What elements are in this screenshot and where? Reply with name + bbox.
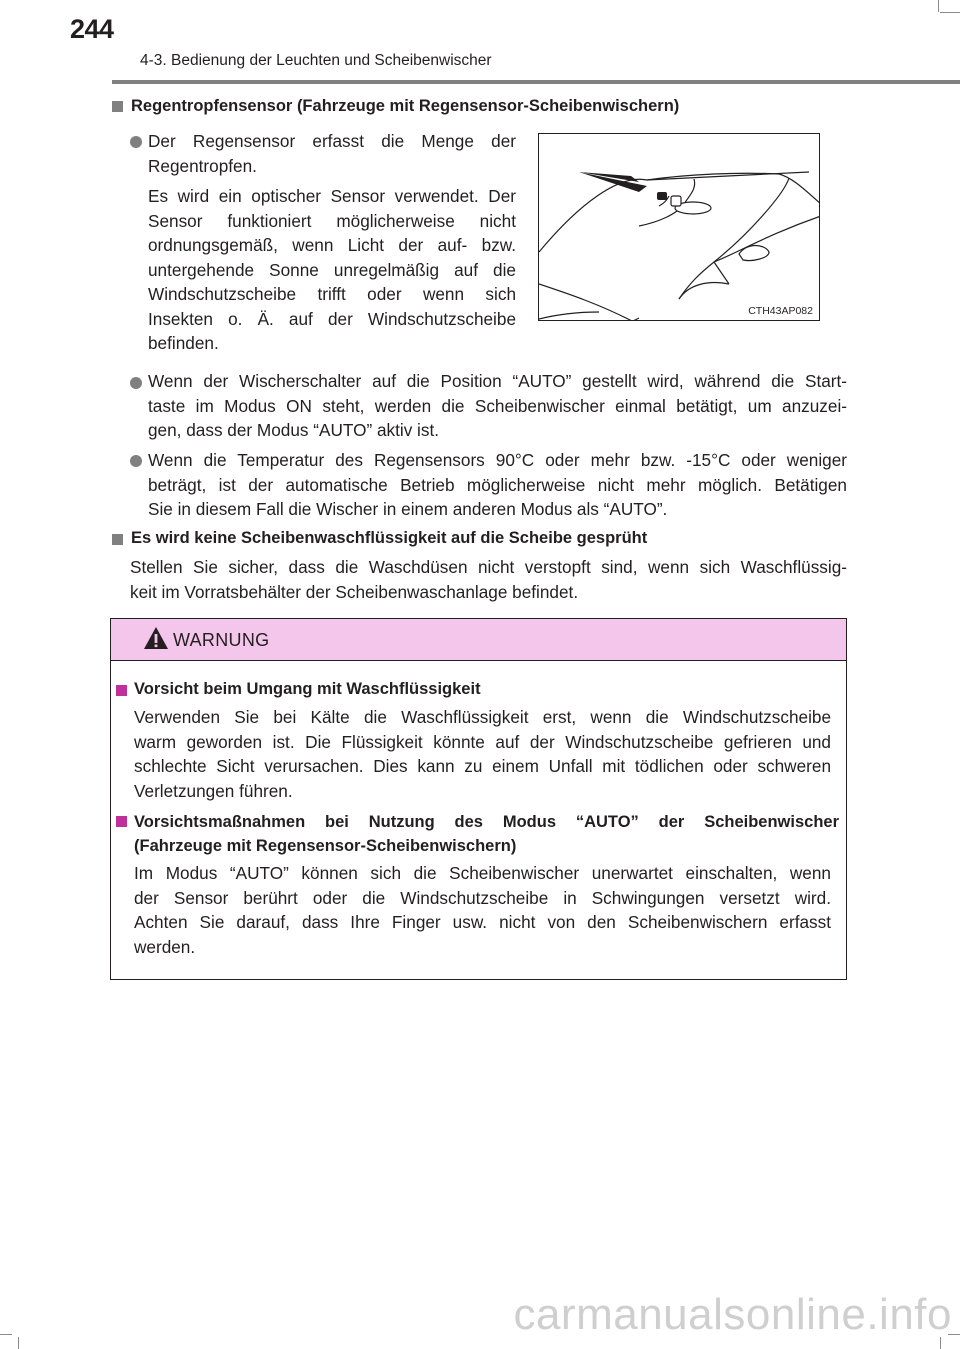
square-bullet-icon [112,101,123,112]
body-line: Im Modus “AUTO” können sich die Scheibenwischer unerwartet einschalten, wenn [134,863,831,883]
section-body [130,555,847,604]
body-line: werden. [134,936,196,957]
crop-mark [940,12,960,13]
square-bullet-icon [112,534,123,545]
section-heading: Regentropfensensor (Fahrzeuge mit Regensensor-Scheibenwischern) [131,97,680,115]
body-line: der Sensor berührt oder die Windschutzscheibe in Schwingungen versetzt wird. [134,887,831,908]
crop-mark [0,1334,12,1335]
bullet-line: Wenn die Temperatur des Regensensors 90°C oder mehr bzw. -15°C oder weniger [148,450,847,470]
round-bullet-icon [130,136,142,148]
warning-item-body [134,861,831,959]
heading-line: (Fahrzeuge mit Regensensor-Scheibenwischern) [134,837,517,855]
bullet-line: taste im Modus ON steht, werden die Scheibenwischer einmal betätigt, um anzuzei- [148,395,847,416]
warning-box [110,618,847,980]
heading-line: Vorsichtsmaßnahmen bei Nutzung des Modus “AUTO” der Scheibenwischer [134,813,839,831]
section-heading: Es wird keine Scheibenwaschflüssigkeit auf die Scheibe gesprüht [131,529,648,547]
warning-item-heading [134,810,839,858]
bullet-text [148,448,847,522]
warning-triangle-icon [143,625,169,651]
body-line: Stellen Sie sicher, dass die Waschdüsen nicht verstopft sind, wenn sich Waschflüssig- [130,557,847,577]
watermark: carmanualsonline.info [513,1290,952,1339]
figure-code: CTH43AP082 [748,305,813,317]
page-number: 244 [70,14,114,44]
warning-title: WARNUNG [173,630,270,650]
bullet-line: Wenn der Wischerschalter auf die Position “AUTO” gestellt wird, während die Start- [148,371,847,391]
bullet-line: beträgt, ist der automatische Betrieb möglicherweise nicht mehr möglich. Betätigen [148,474,847,495]
header-rule [112,80,960,84]
warning-header [111,619,846,661]
bullet-line: Sie in diesem Fall die Wischer in einem anderen Modus als “AUTO”. [148,499,668,519]
bullet-text [148,129,516,178]
bullet-line: gen, dass der Modus “AUTO” aktiv ist. [148,420,440,440]
body-line: Windschutzscheibe trifft oder wenn sich [148,284,516,304]
round-bullet-icon [130,377,142,389]
body-line: Achten Sie darauf, dass Ihre Finger usw. nicht von den Scheibenwischern erfasst [134,912,831,932]
round-bullet-icon [130,455,142,467]
body-line: keit im Vorratsbehälter der Scheibenwaschanlage befindet. [130,581,579,602]
body-line: Verletzungen führen. [134,780,293,801]
bullet-line: Der Regensensor erfasst die Menge der [148,131,516,151]
warning-item-heading: Vorsicht beim Umgang mit Waschflüssigkeit [134,680,481,698]
body-line: schlechte Sicht verursachen. Dies kann zu einem Unfall mit tödlichen oder schweren [134,756,831,776]
body-line: Sensor funktioniert möglicherweise nicht [148,210,516,231]
body-line: untergehende Sonne unregelmäßig auf die [148,259,516,280]
windshield-figure [538,133,820,321]
section-title: 4-3. Bedienung der Leuchten und Scheibenwischer [140,52,492,69]
bullet-text [148,369,847,443]
warning-item-body [134,705,831,803]
crop-mark [938,0,939,12]
body-line: ordnungsgemäß, wenn Licht der auf- bzw. [148,235,516,255]
body-line: befinden. [148,333,219,353]
square-bullet-icon [116,685,127,696]
bullet-line: Regentropfen. [148,155,257,176]
body-line: Es wird ein optischer Sensor verwendet. Der [148,186,516,206]
bullet-subtext [148,184,516,356]
crop-mark [18,1337,19,1349]
square-bullet-icon [116,816,127,827]
body-line: Verwenden Sie bei Kälte die Waschflüssigkeit erst, wenn die Windschutzscheibe [134,707,831,727]
windshield-sensor-illustration [539,134,820,321]
body-line: warm geworden ist. Die Flüssigkeit könnte auf der Windschutzscheibe gefrieren und [134,731,831,752]
body-line: Insekten o. Ä. auf der Windschutzscheibe [148,308,516,329]
